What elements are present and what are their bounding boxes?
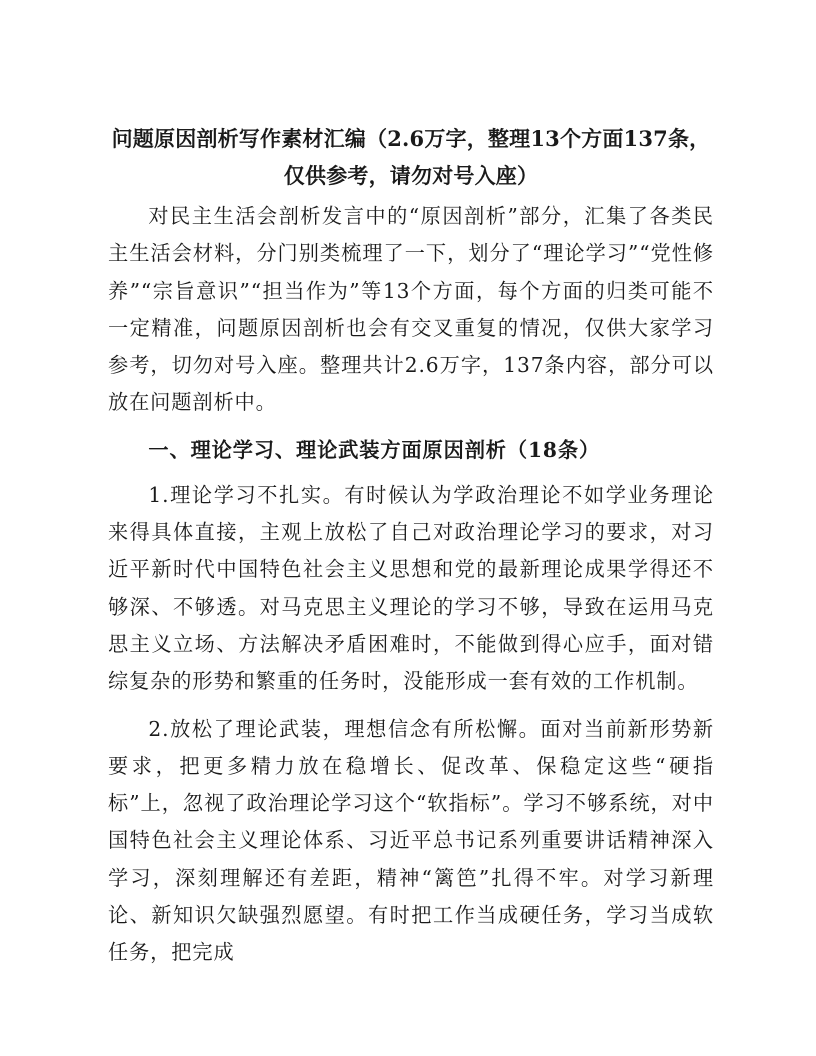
intro-paragraph: 对民主生活会剖析发言中的“原因剖析”部分，汇集了各类民主生活会材料，分门别类梳理了一下，划分了“理论学习”“党性修养”“宗旨意识”“担当作为”等13个方面，每个方面的归类可能不一定精准，问题原因剖析也会有交叉重复的情况，仅供大家学习参考，切勿对号入座。整理共计2.6万字，137条内容，部分可以放在问题剖析中。: [108, 204, 714, 415]
document-page: [108, 120, 714, 972]
section-heading: 一、理论学习、理论武装方面原因剖析（18条）: [148, 437, 601, 462]
document-title: [108, 120, 714, 194]
list-item: 1.理论学习不扎实。有时候认为学政治理论不如学业务理论来得具体直接，主观上放松了自己对政治理论学习的要求，对习近平新时代中国特色社会主义思想和党的最新理论成果学得还不够深、不够透。对马克思主义理论的学习不够，导致在运用马克思主义立场、方法解决矛盾困难时，不能做到得心应手，面对错综复杂的形势和繁重的任务时，没能形成一套有效的工作机制。: [108, 482, 714, 694]
list-item: 2.放松了理论武装，理想信念有所松懈。面对当前新形势新要求，把更多精力放在稳增长、促改革、保稳定这些“硬指标”上，忽视了政治理论学习这个“软指标”。学习不够系统，对中国特色社会主义理论体系、习近平总书记系列重要讲话精神深入学习，深刻理解还有差距，精神“篱笆”扎得不牢。对学习新理论、新知识欠缺强烈愿望。有时把工作当成硬任务，学习当成软任务，把完成: [108, 716, 714, 965]
title-line-2: 仅供参考，请勿对号入座）: [283, 163, 539, 188]
title-line-1: 问题原因剖析写作素材汇编（2.6万字，整理13个方面137条，: [111, 126, 711, 151]
